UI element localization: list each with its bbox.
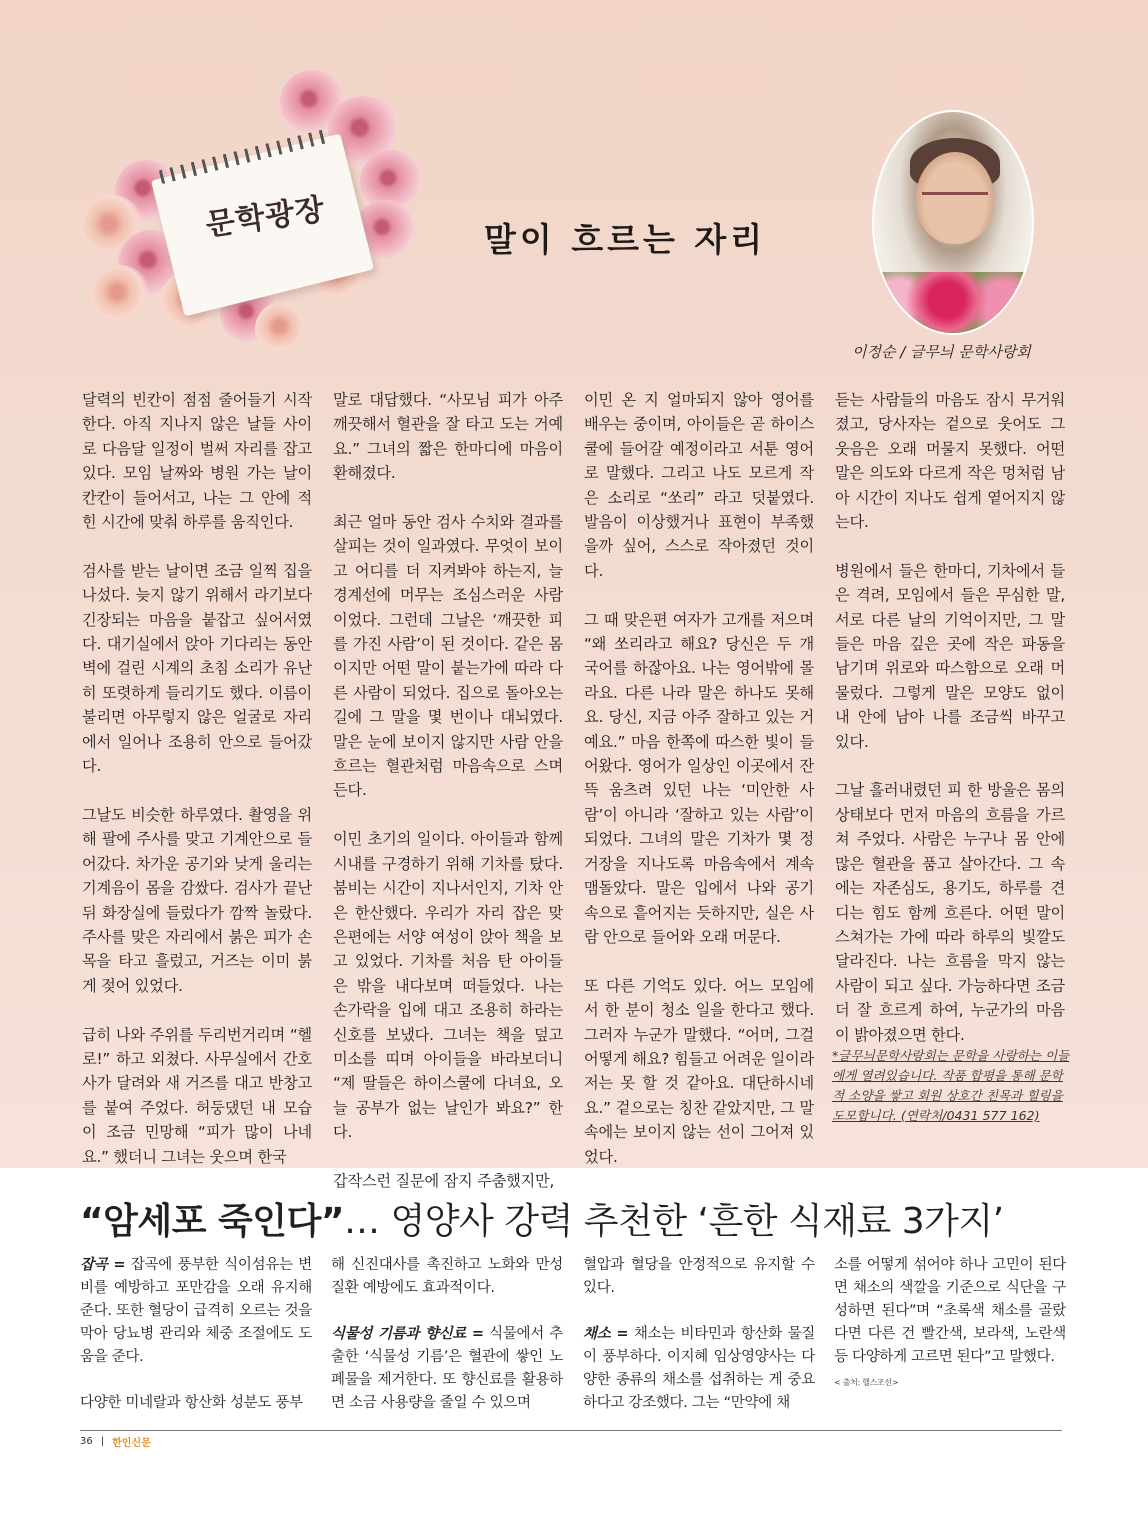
paragraph: 병원에서 들은 한마디, 기차에서 들은 격려, 모임에서 들은 무심한 말, 서로 다른 날의 기억이지만, 그 말들은 마음 깊은 곳에 작은 파동을 남기며 위로와 따스함으로 오래 머물렀다. 그렇게 말은 모양도 없이 내 안에 남아 나를 조금씩 바꾸고 있다. [835, 561, 1065, 751]
paragraph: 검사를 받는 날이면 조금 일찍 집을 나섰다. 늦지 않기 위해서 라기보다 긴장되는 마음을 붙잡고 싶어서였다. 대기실에서 앉아 기다리는 동안 벽에 걸린 시계의 초침 소리가 유난히 또렷하게 들리기도 했다. 이름이 불리면 아무렇지 않은 얼굴로 자리에서 일어나 조용히 안으로 들어갔다. [82, 561, 312, 776]
nutrition-column-3 [583, 1254, 815, 1415]
source-credit: < 출처: 헬스조선> [834, 1378, 899, 1387]
headline-rest: … 영양사 강력 추천한 ‘흔한 식재료 3가지’ [344, 1201, 1004, 1242]
paragraph: 이민 온 지 얼마되지 않아 영어를 배우는 중이며, 아이들은 곧 하이스쿨에 들어갈 예정이라고 서툰 영어로 말했다. 그리고 나도 모르게 작은 소리로 “쏘리” 라고 덧붙였다. 발음이 이상했거나 표현이 부족했을까 싶어, 스스로 작아졌던 것이다. [584, 391, 814, 580]
author-photo [872, 110, 1034, 335]
paragraph: 달력의 빈칸이 점점 줄어들기 시작한다. 아직 지나지 않은 날들 사이로 다음달 일정이 벌써 자리를 잡고 있다. 모임 날짜와 병원 가는 날이 칸칸이 들어서고, 나는 그 안에 적힌 시간에 맞춰 하루를 움직인다. [82, 391, 312, 532]
paragraph [583, 1323, 815, 1415]
nutrition-column-2 [331, 1254, 563, 1415]
section-lead: 채소 = [583, 1326, 629, 1342]
paragraph: 그 때 맞은편 여자가 고개를 저으며 “왜 쏘리라고 해요? 당신은 두 개 국어를 하잖아요. 나는 영어밖에 몰라요. 다른 나라 말은 하나도 못해요. 당신, 지금 아주 잘하고 있는 거예요.” 마음 한쪽에 따스한 빛이 들어왔다. 영어가 일상인 이곳에서 잔뜩 움츠려 있던 나는 ‘미안한 사람’이 아니라 ‘잘하고 있는 사람’이 되었다. 그녀의 말은 기차가 몇 정거장을 지나도록 마음속에서 계속 맴돌았다. 말은 입에서 나와 공기 속으로 흩어지는 듯하지만, 실은 사람 안으로 들어와 오래 머문다. [584, 610, 814, 946]
publication-logo: 한인신문 [112, 1438, 151, 1449]
paragraph-text: 식물에서 추출한 ‘식물성 기름’은 혈관에 쌓인 노폐물을 제거한다. 또 향신료를 활용하면 소금 사용량을 줄일 수 있으며 [331, 1326, 563, 1411]
paragraph-text: 잡곡에 풍부한 식이섬유는 변비를 예방하고 포만감을 오래 유지해 준다. 또한 혈당이 급격히 오르는 것을 막아 당뇨병 관리와 체중 조절에도 도움을 준다. [80, 1257, 312, 1365]
paragraph: 갑작스런 질문에 잠지 주춤했지만, [333, 1171, 555, 1190]
paragraph [331, 1323, 563, 1415]
page-footer [80, 1434, 151, 1449]
footer-separator: | [100, 1436, 105, 1447]
club-note: *글무늬문학사랑회는 문학을 사랑하는 이들에게 열려있습니다. 작품 합평을 통해 문학적 소양을 쌓고 회원 상호간 친목과 힐링을 도모합니다. (연락처/0431 577 162) [832, 1048, 1070, 1123]
article-column-4 [835, 388, 1065, 1047]
paragraph-text: 소를 어떻게 섞어야 하나 고민이 된다면 채소의 색깔을 기준으로 식단을 구성하면 된다”며 “초록색 채소를 골랐다면 다른 건 빨간색, 보라색, 노란색 등 다양하게 고르면 된다”고 말했다. [834, 1257, 1066, 1365]
paragraph: 혈압과 혈당을 안정적으로 유지할 수 있다. [583, 1257, 815, 1296]
paragraph: 그날 흘러내렸던 피 한 방울은 몸의 상태보다 먼저 마음의 흐름을 가르쳐 주었다. 사람은 누구나 몸 안에 많은 혈관을 품고 살아간다. 그 속에는 자존심도, 용기도, 하루를 견디는 힘도 함께 흐른다. 어떤 말이 스쳐가는 가에 따라 하루의 빛깔도 달라진다. 나는 흐름을 막지 않는 사람이 되고 싶다. 가능하다면 조금 더 잘 흐르게 하여, 누군가의 마음이 밝아졌으면 한다. [835, 781, 1065, 1044]
author-byline: 이정순 / 글무늬 문학사랑회 [852, 343, 1031, 361]
section-lead: 식물성 기름과 향신료 = [331, 1326, 484, 1342]
paragraph-text: 채소는 비타민과 항산화 물질이 풍부하다. 이지혜 임상영양사는 다양한 종류의 채소를 섭취하는 게 중요하다고 강조했다. 그는 “만약에 채 [583, 1326, 815, 1411]
paragraph: 급히 나와 주위를 두리번거리며 “헬로!” 하고 외쳤다. 사무실에서 간호사가 달려와 새 거즈를 대고 반창고를 붙여 주었다. 허둥댔던 내 모습이 조금 민망해 “피가 많이 나네요.” 했더니 그녀는 웃으며 한국 [82, 1025, 312, 1166]
article-column-1 [82, 388, 312, 1169]
nutrition-headline [80, 1193, 1004, 1244]
nutrition-column-1 [80, 1254, 312, 1415]
paragraph: 다양한 미네랄과 항산화 성분도 풍부 [80, 1395, 303, 1411]
banner-title: 문학광장 [203, 191, 328, 244]
nutrition-column-4 [834, 1254, 1066, 1394]
paragraph: 이민 초기의 일이다. 아이들과 함께 시내를 구경하기 위해 기차를 탔다. 붐비는 시간이 지나서인지, 기차 안은 한산했다. 우리가 자리 잡은 맞은편에는 서양 여성이 앉아 책을 보고 있었다. 기차를 처음 탄 아이들은 밖을 내다보며 떠들었다. 나는 손가락을 입에 대고 조용히 하라는 신호를 보냈다. 그녀는 책을 덮고 미소를 띠며 아이들을 바라보더니 “제 딸들은 하이스쿨에 다녀요, 오늘 공부가 없는 날인가 봐요?” 한다. [333, 830, 563, 1142]
article-column-2 [333, 388, 563, 1193]
article-column-3 [584, 388, 814, 1169]
paragraph: 또 다른 기억도 있다. 어느 모임에서 한 분이 청소 일을 한다고 했다. 그러자 누군가 말했다. “어머, 그걸 어떻게 해요? 힘들고 어려운 일이라 저는 못 할 것 같아요. 대단하시네요.” 겉으로는 칭찬 같았지만, 그 말 속에는 보이지 않는 선이 그어져 있었다. [584, 976, 814, 1166]
paragraph [80, 1254, 312, 1369]
headline-quote: “암세포 죽인다” [80, 1201, 345, 1242]
paragraph: 듣는 사람들의 마음도 잠시 무거워졌고, 당사자는 겉으로 웃어도 그 웃음은 오래 머물지 못했다. 어떤 말은 의도와 다르게 작은 멍처럼 남아 시간이 지나도 쉽게 옅어지지 않는다. [835, 391, 1065, 532]
paragraph: 해 신진대사를 촉진하고 노화와 만성 질환 예방에도 효과적이다. [331, 1257, 563, 1296]
footer-divider [80, 1430, 1062, 1431]
banner-decoration [70, 70, 430, 360]
rose-image [255, 302, 309, 356]
section-lead: 잡곡 = [80, 1257, 126, 1273]
rose-image [90, 265, 150, 325]
article-title: 말이 흐르는 자리 [484, 220, 767, 259]
page-number: 36 [80, 1436, 93, 1447]
paragraph: 그날도 비슷한 하루였다. 촬영을 위해 팔에 주사를 맞고 기계안으로 들어갔다. 차가운 공기와 낮게 울리는 기계음이 몸을 감쌌다. 검사가 끝난 뒤 화장실에 들렀다가 깜짝 놀랐다. 주사를 맞은 자리에서 붉은 피가 손목을 타고 흘렀고, 거즈는 이미 붉게 젖어 있었다. [82, 805, 312, 995]
paragraph: 말로 대답했다. “사모님 피가 아주 깨끗해서 혈관을 잘 타고 도는 거예요.” 그녀의 짧은 한마디에 마음이 환해졌다. [333, 391, 563, 483]
paragraph [834, 1254, 1066, 1394]
paragraph: 최근 얼마 동안 검사 수치와 결과를 살피는 것이 일과였다. 무엇이 보이고 어디를 더 지켜봐야 하는지, 늘 경계선에 머무는 조심스러운 사람이었다. 그런데 그날은 ‘깨끗한 피를 가진 사람’이 된 것이다. 같은 몸이지만 어떤 말이 붙는가에 따라 다른 사람이 되었다. 집으로 돌아오는 길에 그 말을 몇 번이나 대뇌였다. 말은 눈에 보이지 않지만 사람 안을 흐르는 혈관처럼 마음속으로 스며든다. [333, 513, 563, 800]
